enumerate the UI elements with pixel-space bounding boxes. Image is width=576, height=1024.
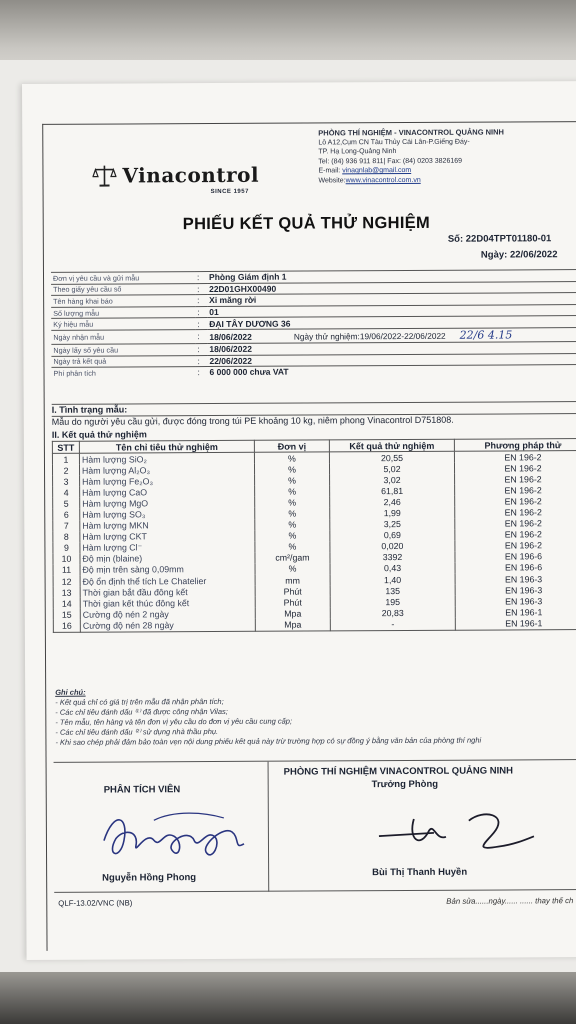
- info-label: Ngày nhận mẫu: [51, 330, 195, 345]
- unit: cm²/gam: [255, 552, 330, 563]
- notes-heading: Ghi chú:: [55, 687, 86, 697]
- unit: %: [255, 563, 330, 574]
- analyst-signature: [94, 800, 254, 871]
- row-number: 12: [53, 576, 80, 587]
- unit: %: [255, 541, 330, 552]
- col-header: Kết quả thử nghiệm: [329, 439, 454, 452]
- analyst-signature-area: [54, 762, 270, 893]
- test-name: Hàm lượng Fe₂O₃: [80, 475, 255, 487]
- info-row: Theo giấy yêu cầu số : 22D01GHX00490: [51, 281, 576, 295]
- test-name: Độ mịn trên sàng 0,09mm: [80, 564, 255, 576]
- row-number: 1: [52, 453, 79, 465]
- info-row: Ngày lấy số yêu cầu : 18/06/2022: [51, 341, 576, 355]
- result-value: 0,43: [330, 563, 455, 575]
- unit: Mpa: [255, 619, 330, 631]
- test-name: Hàm lượng Cl⁻: [80, 542, 255, 554]
- info-label: Phí phân tích: [51, 367, 195, 379]
- result-value: -: [330, 618, 455, 630]
- test-name: Cường độ nén 2 ngày: [80, 608, 255, 620]
- unit: mm: [255, 574, 330, 585]
- unit: %: [255, 508, 330, 519]
- row-number: 9: [53, 542, 80, 553]
- vinacontrol-logo: [92, 162, 260, 196]
- lab-address-1: Lô A12,Cụm CN Tàu Thủy Cái Lân-P.Giếng Đáy-: [318, 138, 470, 146]
- sample-info-table: [51, 269, 576, 379]
- unit: Phút: [255, 586, 330, 597]
- lab-header: [318, 127, 504, 185]
- info-label: Số lượng mẫu: [51, 306, 195, 318]
- result-value: 61,81: [330, 485, 455, 497]
- test-name: Hàm lượng MgO: [80, 497, 255, 509]
- test-method: EN 196-1: [455, 617, 576, 629]
- info-label: Theo giấy yêu cầu số: [51, 283, 195, 295]
- background-bottom: [0, 972, 576, 1024]
- test-report-sheet: [22, 81, 576, 960]
- sample-condition-section: [52, 401, 576, 428]
- website-label: Website:: [318, 176, 346, 184]
- row-number: 6: [53, 509, 80, 520]
- info-value: ĐẠI TÂY DƯƠNG 36: [207, 316, 576, 330]
- unit: %: [255, 530, 330, 541]
- info-label: Ngày trả kết quả: [51, 355, 195, 367]
- test-method: EN 196-3: [455, 573, 576, 585]
- info-value: 18/06/2022: [207, 341, 576, 355]
- info-value: Phòng Giám định 1: [207, 270, 576, 284]
- unit: %: [255, 475, 330, 486]
- head-role: Trưởng Phòng: [371, 778, 439, 791]
- test-method: EN 196-6: [455, 551, 576, 563]
- table-row: [53, 617, 576, 631]
- test-name: Hàm lượng Al₂O₃: [79, 464, 254, 476]
- result-value: 1,40: [330, 574, 455, 586]
- test-method: EN 196-2: [454, 451, 576, 463]
- head-signature: [374, 800, 544, 861]
- unit: %: [255, 486, 330, 497]
- unit: Phút: [255, 597, 330, 608]
- info-row: Ký hiệu mẫu : ĐẠI TÂY DƯƠNG 36: [51, 316, 576, 330]
- unit: %: [255, 519, 330, 530]
- logo-since: SINCE 1957: [210, 188, 249, 196]
- result-value: 3,25: [330, 518, 455, 530]
- test-method: EN 196-2: [454, 462, 576, 474]
- test-name: Hàm lượng CaO: [80, 486, 255, 498]
- result-value: 2,46: [330, 496, 455, 508]
- info-label: Ngày lấy số yêu cầu: [51, 344, 195, 356]
- test-method: EN 196-2: [455, 518, 576, 530]
- signature-block: [54, 759, 576, 893]
- head-name: Bùi Thị Thanh Huyền: [372, 866, 468, 879]
- revision-note: Bản sửa......ngày...... ...... thay thế ch: [446, 896, 574, 906]
- unit: Mpa: [255, 608, 330, 619]
- scales-icon: [92, 164, 116, 188]
- analyst-role: PHÂN TÍCH VIÊN: [103, 784, 181, 796]
- lab-email-link[interactable]: vinaqnlab@gmail.com: [342, 166, 412, 175]
- info-row: Ngày nhận mẫu : 18/06/2022 Ngày thử nghiệm:19/06/2022-22/06/2022 22/6 4.15: [51, 327, 576, 344]
- info-value: Xi măng rời: [207, 293, 576, 307]
- row-number: 16: [53, 620, 80, 632]
- form-code: QLF-13.02/VNC (NB): [58, 898, 133, 908]
- logo-brand: Vinacontrol: [122, 162, 260, 188]
- lab-org-name: PHÒNG THÍ NGHIỆM VINACONTROL QUẢNG NINH: [283, 765, 514, 778]
- handwritten-note: 22/6 4.15: [459, 328, 513, 342]
- test-name: Độ mịn (blaine): [80, 553, 255, 565]
- test-method: EN 196-2: [455, 473, 576, 485]
- info-value: 22D01GHX00490: [207, 281, 576, 295]
- col-header: Tên chỉ tiêu thử nghiệm: [79, 440, 254, 453]
- test-name: Thời gian bắt đầu đông kết: [80, 586, 255, 598]
- email-label: E-mail:: [318, 167, 343, 175]
- document-date: Ngày: 22/06/2022: [480, 249, 558, 261]
- sample-condition-text: Mẫu do người yêu cầu gửi, được đóng trong túi PE khoảng 10 kg, niêm phong Vinacontrol D751808.: [51, 414, 454, 427]
- test-name: Hàm lượng SO₃: [80, 508, 255, 520]
- test-name: Cường độ nén 28 ngày: [80, 619, 255, 632]
- lab-website-link[interactable]: www.vinacontrol.com.vn: [345, 176, 421, 184]
- analyst-name: Nguyễn Hồng Phong: [102, 872, 197, 884]
- receive-date: 18/06/2022: [209, 331, 252, 342]
- test-name: Hàm lượng CKT: [80, 530, 255, 542]
- lab-address-2: TP. Hạ Long-Quảng Ninh: [318, 148, 397, 156]
- result-value: 135: [330, 585, 455, 597]
- note-line: - Tên mẫu, tên hàng và tên đơn vị yêu cầu do đơn vị yêu cầu cung cấp;: [55, 716, 293, 727]
- info-row: Số lượng mẫu : 01: [51, 304, 576, 318]
- row-number: 14: [53, 598, 80, 609]
- info-row: Phí phân tích : 6 000 000 chưa VAT: [51, 365, 576, 379]
- result-value: 3392: [330, 552, 455, 564]
- info-row: Tên hàng khai báo : Xi măng rời: [51, 293, 576, 307]
- test-method: EN 196-3: [455, 595, 576, 607]
- info-label: Đơn vị yêu cầu và gửi mẫu: [51, 272, 195, 284]
- info-label: Tên hàng khai báo: [51, 295, 195, 307]
- document-number: Số: 22D04TPT01180-01: [447, 233, 552, 245]
- page-title: PHIẾU KẾT QUẢ THỬ NGHIỆM: [182, 213, 431, 234]
- row-number: 7: [53, 520, 80, 531]
- info-label: Ký hiệu mẫu: [51, 318, 195, 330]
- results-table: [52, 438, 576, 632]
- test-name: Hàm lượng SiO₂: [79, 452, 254, 465]
- result-value: 1,99: [330, 507, 455, 519]
- test-name: Hàm lượng MKN: [80, 519, 255, 531]
- lab-website-line: [318, 175, 504, 185]
- result-value: 3,02: [330, 474, 455, 486]
- info-row: Ngày trả kết quả : 22/06/2022: [51, 353, 576, 367]
- note-line: - Các chỉ tiêu đánh dấu ⁽²⁾ sử dụng nhà thầu phụ.: [55, 726, 219, 737]
- note-line: - Các chỉ tiêu đánh dấu ⁽¹⁾ đã được công nhận Vilas;: [55, 706, 228, 717]
- row-number: 8: [53, 531, 80, 542]
- result-value: 20,55: [329, 451, 454, 463]
- row-number: 2: [52, 465, 79, 476]
- col-header: Đơn vị: [254, 440, 329, 452]
- note-line: - Khi sao chép phải đảm bảo toàn vẹn nội dung phiếu kết quả này trừ trường hợp có sự đồng ý bằng văn bản của phòng thí nghi: [55, 735, 482, 747]
- info-value: 01: [207, 304, 576, 318]
- row-number: 11: [53, 565, 80, 576]
- test-date: Ngày thử nghiệm:19/06/2022-22/06/2022: [293, 330, 446, 342]
- test-method: EN 196-1: [455, 606, 576, 618]
- note-line: - Kết quả chỉ có giá trị trên mẫu đã nhận phân tích;: [55, 696, 224, 707]
- info-value: 22/06/2022: [207, 353, 576, 367]
- unit: %: [254, 463, 329, 474]
- row-number: 3: [53, 476, 80, 487]
- test-method: EN 196-3: [455, 584, 576, 596]
- row-number: 5: [53, 498, 80, 509]
- test-method: EN 196-6: [455, 562, 576, 574]
- test-method: EN 196-2: [455, 495, 576, 507]
- result-value: 0,020: [330, 540, 455, 552]
- col-header: Phương pháp thử: [454, 439, 576, 452]
- result-value: 20,83: [330, 607, 455, 619]
- row-number: 13: [53, 587, 80, 598]
- results-heading: II. Kết quả thử nghiệm: [51, 429, 147, 440]
- footer: [54, 889, 576, 913]
- result-value: 5,02: [329, 463, 454, 475]
- test-method: EN 196-2: [455, 529, 576, 541]
- lab-name: PHÒNG THÍ NGHIỆM - VINACONTROL QUẢNG NINH: [318, 127, 504, 138]
- info-value: 6 000 000 chưa VAT: [207, 365, 576, 378]
- row-number: 10: [53, 554, 80, 565]
- test-name: Độ ổn định thể tích Le Chatelier: [80, 575, 255, 587]
- test-method: EN 196-2: [455, 484, 576, 496]
- test-method: EN 196-2: [455, 540, 576, 552]
- test-name: Thời gian kết thúc đông kết: [80, 597, 255, 609]
- result-value: 195: [330, 596, 455, 608]
- unit: %: [255, 497, 330, 508]
- section-heading: I. Tình trạng mẫu:: [52, 401, 576, 417]
- notes: [55, 686, 481, 748]
- row-number: 15: [53, 609, 80, 620]
- result-value: 0,69: [330, 529, 455, 541]
- lab-phone: Tel: (84) 936 911 811| Fax: (84) 0203 3826169: [318, 157, 463, 165]
- unit: %: [254, 452, 329, 464]
- info-row: Đơn vị yêu cầu và gửi mẫu : Phòng Giám định 1: [51, 270, 576, 284]
- col-header: STT: [52, 441, 79, 453]
- test-method: EN 196-2: [455, 506, 576, 518]
- row-number: 4: [53, 487, 80, 498]
